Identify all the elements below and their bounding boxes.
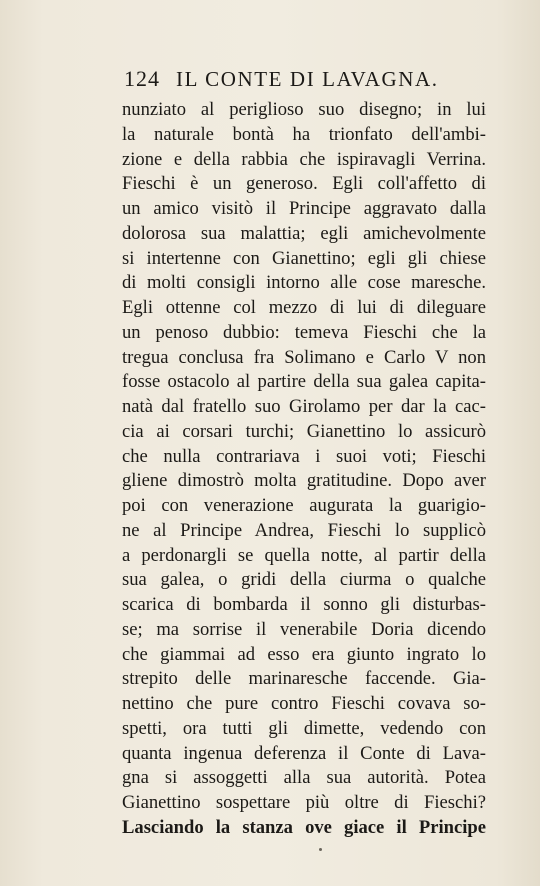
text-line: a perdonargli se quella notte, al partir della — [122, 544, 486, 566]
text-line: spetti, ora tutti gli dimette, vedendo con — [122, 717, 486, 739]
text-line: si intertenne con Gianettino; egli gli chiese — [122, 247, 486, 269]
text-line: nettino che pure contro Fieschi covava so- — [122, 693, 486, 714]
text-line: fosse ostacolo al partire della sua galea capita- — [122, 371, 486, 393]
body-text — [122, 98, 486, 841]
text-line: se; ma sorrise il venerabile Doria dicendo — [122, 618, 486, 640]
text-line: strepito delle marinaresche faccende. Gia- — [122, 668, 486, 690]
text-line: cia ai corsari turchi; Gianettino lo assicurò — [122, 420, 486, 442]
text-line: poi con venerazione augurata la guarigio- — [122, 495, 486, 516]
text-line: Lasciando la stanza ove giace il Principe — [122, 816, 486, 838]
text-line: gna si assoggetti alla sua autorità. Potea — [122, 767, 486, 789]
text-line: sua galea, o gridi della ciurma o qualche — [122, 569, 486, 591]
text-line: un penoso dubbio: temeva Fieschi che la — [122, 321, 486, 343]
text-line: zione e della rabbia che ispiravagli Verrina. — [122, 148, 486, 170]
text-line: che nulla contrariava i suoi voti; Fieschi — [122, 445, 486, 467]
text-line: dolorosa sua malattia; egli amichevolmente — [122, 222, 486, 244]
text-line: scarica di bombarda il sonno gli disturbas- — [122, 594, 486, 615]
text-line: che giammai ad esso era giunto ingrato lo — [122, 643, 486, 665]
page-header — [124, 66, 444, 96]
text-line: Fieschi è un generoso. Egli coll'affetto di — [122, 173, 486, 195]
text-line: nunziato al periglioso suo disegno; in lui — [122, 99, 486, 120]
text-line: Gianettino sospettare più oltre di Fieschi? — [122, 792, 486, 813]
running-title: IL CONTE DI LAVAGNA. — [176, 67, 439, 91]
page-number: 124 — [124, 66, 160, 91]
text-line: un amico visitò il Principe aggravato dalla — [122, 198, 486, 219]
text-line: gliene dimostrò molta gratitudine. Dopo aver — [122, 470, 486, 492]
text-line: natà dal fratello suo Girolamo per dar la cac- — [122, 396, 486, 417]
text-line: Egli ottenne col mezzo di lui di dileguare — [122, 297, 486, 318]
text-line: di molti consigli intorno alle cose maresche. — [122, 272, 486, 294]
text-line: ne al Principe Andrea, Fieschi lo supplicò — [122, 519, 486, 541]
text-line: quanta ingenua deferenza il Conte di Lava- — [122, 742, 486, 764]
paper-speck — [319, 848, 322, 851]
text-line: tregua conclusa fra Solimano e Carlo V non — [122, 346, 486, 368]
text-line: la naturale bontà ha trionfato dell'ambi- — [122, 123, 486, 145]
